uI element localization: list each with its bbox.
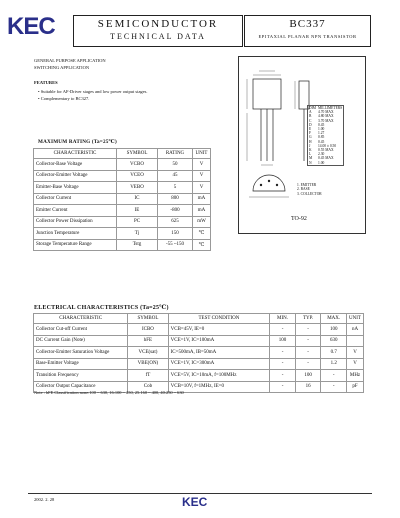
cell: VCE(sat) [128,347,168,359]
cell: 16 [295,381,321,393]
table-row [34,205,211,217]
cell: pF [347,381,364,393]
part-number: BC337 [289,18,326,30]
package-label: TO-92 [291,216,307,222]
cell: VBE(ON) [128,358,168,370]
cell: -55 ~150 [158,239,193,251]
cell: Collector Cut-off Current [34,324,128,336]
cell: 5 [158,182,193,194]
elec-char-title: ELECTRICAL CHARACTERISTICS (Ta=25℃) [34,305,169,311]
legend-cell: 0.55 MAX [318,148,334,153]
cell: Junction Temperature [34,228,117,240]
legend-cell: A [309,110,312,115]
legend-cell: L [309,152,312,157]
cell: - [295,358,321,370]
col-header: SYMBOL [117,149,158,159]
cell: PC [117,216,158,228]
cell: 100 [321,324,347,336]
application-line-2: SWITCHING APPLICATION [34,65,90,70]
footer-date: 2002. 2. 28 [34,497,55,502]
legend-cell: 1.00 [318,127,325,132]
table-row [34,216,211,228]
table-row [34,159,211,171]
cell: VCBO [117,159,158,171]
legend-cell: DIM [309,106,316,110]
table-row [34,239,211,251]
cell: Tstg [117,239,158,251]
col-header: TYP. [295,314,321,324]
cell: Collector Power Dissipation [34,216,117,228]
elec-char-table [33,313,364,393]
cell: fT [128,370,168,382]
max-rating-table [33,148,211,251]
legend-cell: J [309,143,311,148]
cell: VCB=45V, IE=0 [168,324,270,336]
cell: VCEO [117,170,158,182]
cell: - [270,324,296,336]
table-header-row [34,149,211,159]
cell: V [193,170,211,182]
cell: Collector Output Capacitance [34,381,128,393]
cell: 630 [321,335,347,347]
feature-item-2: • Complementary to BC327. [38,96,90,101]
legend-cell: 1.00 [318,160,325,165]
footer-kec-logo: KEC [182,495,208,509]
cell: - [270,370,296,382]
cell: ℃ [193,228,211,240]
technical-data-subtitle: TECHNICAL DATA [110,32,206,41]
feature-item-2-text: Complementary to BC327. [40,96,90,101]
legend-cell: MILLIMETERS [318,106,343,110]
col-header: RATING [158,149,193,159]
cell: Emitter Current [34,205,117,217]
pin-item: 3. COLLECTOR [297,191,322,196]
legend-cell: E [309,127,312,132]
col-header: CHARACTERISTIC [34,314,128,324]
cell [347,335,364,347]
col-header: MIN. [270,314,296,324]
cell: V [193,182,211,194]
cell: Tj [117,228,158,240]
pin-item: 2. BASE [297,187,310,192]
cell: Base-Emitter Voltage [34,358,128,370]
cell: V [347,358,364,370]
legend-cell: 2.30 [318,152,325,157]
max-rating-title: MAXIMUM RATING (Ta=25℃) [38,139,117,145]
legend-row [308,161,344,166]
cell: 50 [158,159,193,171]
cell: VCE=5V, IC=10mA, f=100MHz [168,370,270,382]
col-header: CHARACTERISTIC [34,149,117,159]
cell: - [295,347,321,359]
legend-cell: 0.85 [318,135,325,140]
cell: VCE=1V, IC=300mA [168,358,270,370]
cell: -800 [158,205,193,217]
legend-cell: 4.80 MAX [318,114,334,119]
cell: mA [193,193,211,205]
cell: VCB=10V, f=1MHz, IE=0 [168,381,270,393]
legend-cell: 1.27 [318,131,325,136]
table-row [34,182,211,194]
legend-cell: K [309,148,312,153]
features-title: FEATURES [34,80,58,85]
table-row [34,193,211,205]
legend-cell: N [309,160,312,165]
package-drawing-box [238,56,366,234]
cell: V [193,159,211,171]
cell: VEBO [117,182,158,194]
cell: 45 [158,170,193,182]
cell: Collector-Base Voltage [34,159,117,171]
cell: - [270,358,296,370]
table-row [34,170,211,182]
cell: 100 [295,370,321,382]
legend-cell: 0.45 MAX [318,156,334,161]
cell: DC Current Gain (Note) [34,335,128,347]
cell: nA [347,324,364,336]
cell: Collector-Emitter Voltage [34,170,117,182]
header-part-box [244,15,371,47]
legend-cell: 4.70 MAX [318,110,334,115]
cell: - [321,370,347,382]
legend-cell: M [309,156,313,161]
col-header: TEST CONDITION [168,314,270,324]
cell: 150 [158,228,193,240]
table-row [34,324,364,336]
cell: VCE=1V, IC=100mA [168,335,270,347]
cell: MHz [347,370,364,382]
cell: Cob [128,381,168,393]
cell: Collector-Emitter Saturation Voltage [34,347,128,359]
cell: - [321,381,347,393]
cell: IE [117,205,158,217]
legend-cell: B [309,114,312,119]
table-row [34,370,364,382]
cell: 1.2 [321,358,347,370]
legend-cell: 3.70 MAX [318,118,334,123]
table-row [34,228,211,240]
cell: - [270,347,296,359]
legend-cell: C [309,118,312,123]
application-line-1: GENERAL PURPOSE APPLICATION [34,58,106,63]
legend-cell: 0.45 [318,122,325,127]
legend-cell: H [309,139,312,144]
cell: IC [117,193,158,205]
cell: 100 [270,335,296,347]
legend-cell: 0.45 [318,139,325,144]
table-row [34,358,364,370]
col-header: MAX. [321,314,347,324]
cell: Collector Current [34,193,117,205]
cell: mW [193,216,211,228]
cell: - [295,335,321,347]
cell: Transition Frequency [34,370,128,382]
feature-item-1: • Suitable for AF-Driver stages and low power output stages. [38,89,148,94]
header-title-box [73,15,243,47]
feature-item-1-text: Suitable for AF-Driver stages and low power output stages. [40,89,148,94]
col-header: UNIT [347,314,364,324]
footer-rule [28,493,372,494]
cell: Storage Temperature Range [34,239,117,251]
legend-cell: G [309,135,312,140]
cell: - [270,381,296,393]
table-row [34,335,364,347]
pin-list [297,183,322,196]
dimension-legend [307,105,344,166]
legend-cell: 14.00 ± 0.50 [318,143,337,148]
package-outline-drawing [239,57,365,233]
semiconductor-title: SEMICONDUCTOR [97,18,219,30]
cell: Emitter-Base Voltage [34,182,117,194]
cell: hFE [128,335,168,347]
hfe-classification-note: Note : hFE Classification none:100 ~ 630, 16:100 ~ 250, 25:160 ~ 400, 40:250 ~ 630 [34,390,184,395]
cell: ℃ [193,239,211,251]
cell: ICBO [128,324,168,336]
col-header: UNIT [193,149,211,159]
cell: V [347,347,364,359]
table-row [34,347,364,359]
col-header: SYMBOL [128,314,168,324]
cell: 0.7 [321,347,347,359]
legend-cell: D [309,122,312,127]
table-header-row [34,314,364,324]
cell: IC=500mA, IB=50mA [168,347,270,359]
legend-cell: F [309,131,311,136]
kec-logo: KEC [7,13,55,40]
cell: - [295,324,321,336]
pin-item: 1. EMITTER [297,183,317,187]
part-description: EPITAXIAL PLANAR NPN TRANSISTOR [258,34,357,39]
cell: mA [193,205,211,217]
cell: 625 [158,216,193,228]
cell: 800 [158,193,193,205]
